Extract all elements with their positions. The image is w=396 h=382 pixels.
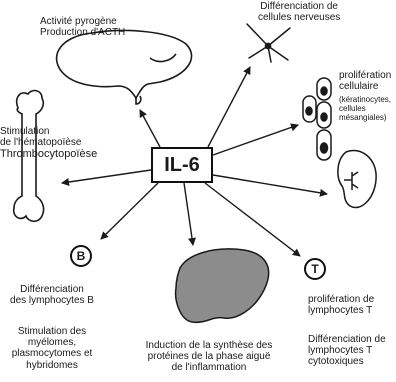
arrow-to-bone (62, 170, 151, 183)
b-cell-effect-text (2, 284, 102, 306)
t-extra-3: cytotoxiques (308, 356, 364, 368)
liver-line-3: de l'inflammation (171, 362, 247, 374)
proliferation-sub-3: mésangiales) (339, 112, 387, 122)
liver-line-1: Induction de la synthèse des (145, 340, 273, 351)
brain-effect-text (40, 16, 125, 38)
arrow-to-neuron (208, 67, 250, 147)
neuron-effect-text (258, 1, 340, 23)
proliferation-line-1: prolifération (339, 70, 392, 81)
brain-line-1: Activité pyrogène (40, 16, 117, 27)
brain-icon (57, 31, 192, 104)
bone-effect-text (0, 126, 97, 161)
liver-effect-text (134, 340, 284, 374)
liver-icon (176, 249, 269, 322)
liver-line-2: protéines de la phase aiguë (147, 351, 271, 363)
brain-line-2: Production d'ACTH (40, 27, 126, 39)
arrow-to-proliferation (213, 125, 298, 155)
b-extra-3: plasmocytomes et (11, 348, 93, 360)
b-lymphocyte-badge (70, 245, 92, 267)
proliferation-effect-text (339, 70, 391, 92)
b-cell-extra-text (2, 326, 102, 371)
t-badge-letter: T (311, 262, 319, 276)
proliferation-line-2: cellulaire (339, 81, 379, 93)
t-line-1: prolifération de (308, 294, 375, 305)
arrow-to-kidney (213, 175, 327, 194)
il6-label: IL-6 (164, 153, 200, 176)
t-cell-effect-text (308, 294, 374, 316)
bone-line-2: de l'hématopoïèse (0, 137, 82, 149)
proliferation-sub-2: cellules (339, 103, 366, 113)
arrow-to-liver (184, 183, 193, 245)
kidney-icon (338, 150, 376, 207)
b-extra-1: Stimulation des (17, 326, 87, 337)
il6-center-box (151, 147, 213, 183)
neuron-line-1: Différenciation de (260, 1, 338, 12)
b-line-1: Différenciation (20, 284, 84, 295)
arrow-to-t-cell (205, 183, 300, 256)
b-extra-2: myélomes, (27, 337, 77, 349)
t-lymphocyte-badge (304, 258, 326, 280)
t-extra-1: Différenciation de (308, 334, 386, 345)
proliferation-sub-1: (kératinocytes, (339, 95, 392, 104)
arrow-to-b-cell (101, 183, 158, 239)
b-extra-4: hybridomes (26, 359, 78, 371)
bone-line-1: Stimulation (0, 126, 50, 137)
t-extra-2: lymphocytes T (308, 345, 373, 357)
t-cell-extra-text (308, 334, 386, 368)
b-badge-letter: B (76, 249, 86, 263)
proliferation-cell-types (339, 96, 391, 123)
arrow-to-brain (140, 110, 160, 147)
t-line-2: lymphocytes T (308, 305, 373, 317)
b-line-2: des lymphocytes B (10, 295, 94, 307)
bone-line-3: Thrombocytopoïèse (0, 148, 98, 161)
cells-icon (303, 78, 331, 160)
neuron-line-2: cellules nerveuses (258, 12, 341, 24)
neuron-icon (247, 24, 290, 62)
